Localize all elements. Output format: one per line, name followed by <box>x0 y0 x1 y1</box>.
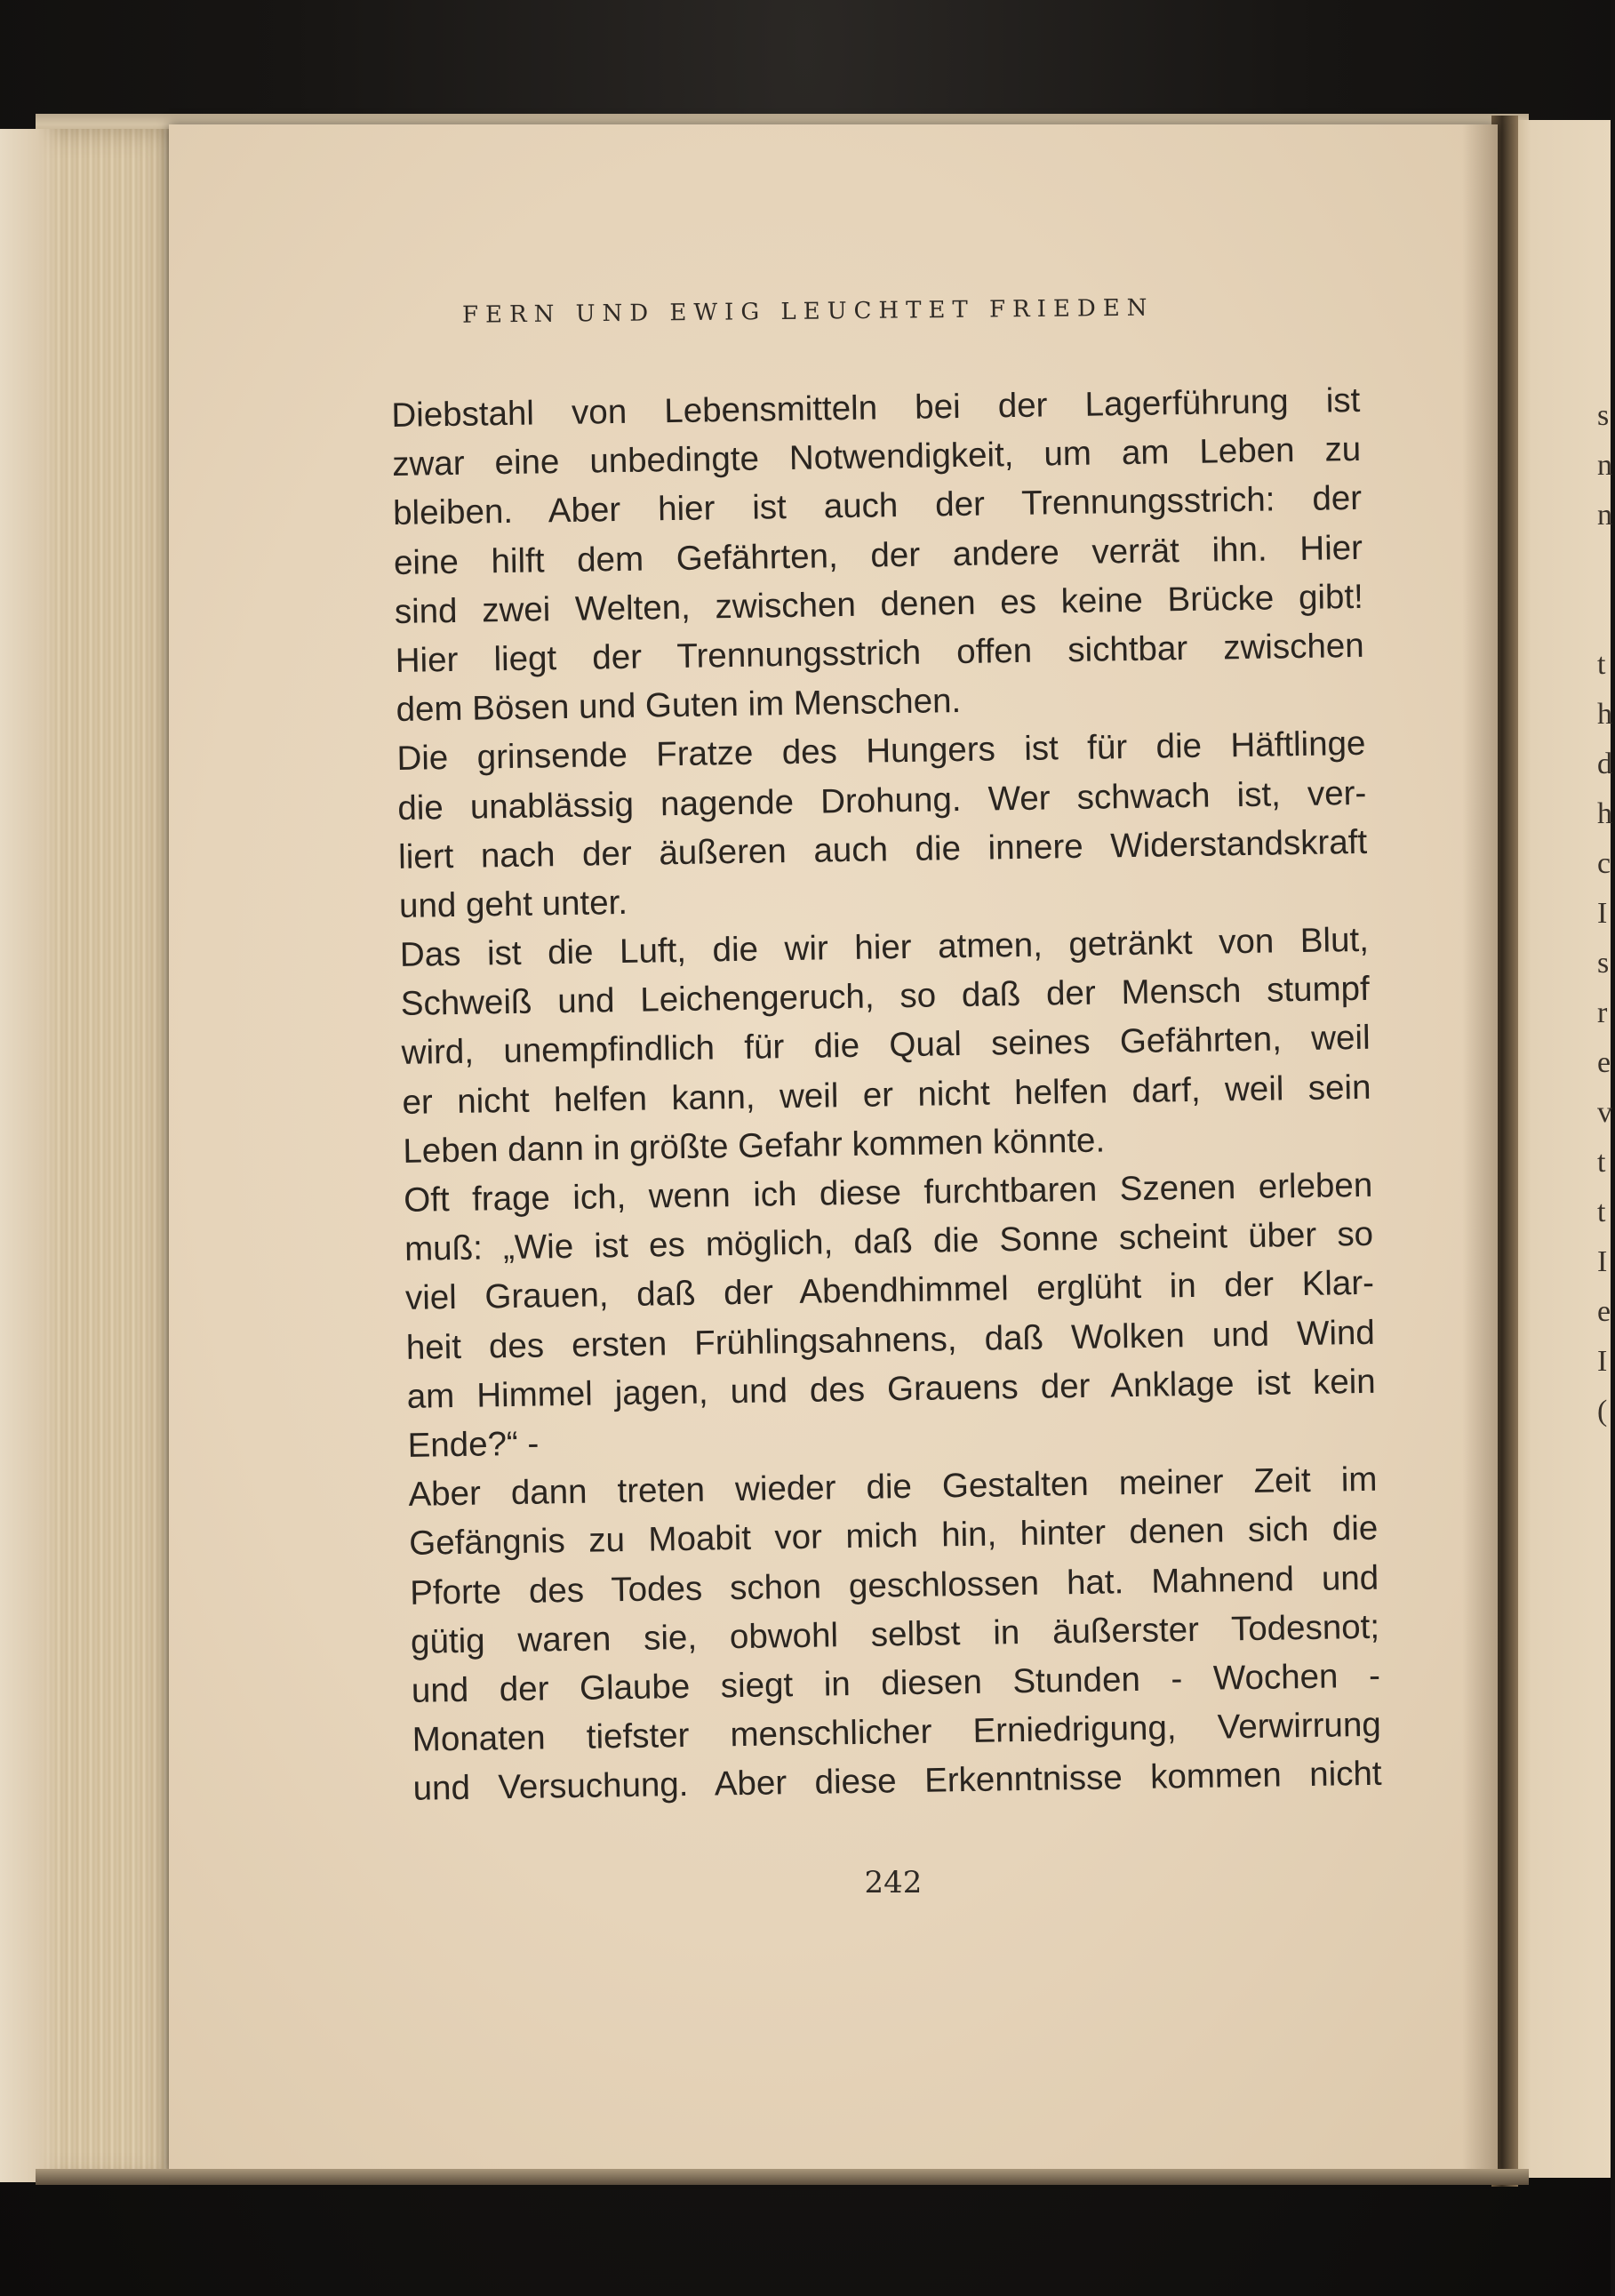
text-line: Oft frage ich, wenn ich diese furchtbaren Szenen erleben <box>403 1165 1373 1220</box>
text-line: und Versuchung. Aber diese Erkenntnisse kommen nicht <box>412 1754 1382 1809</box>
fragment: v <box>1597 1096 1612 1129</box>
page-number: 242 <box>864 1865 923 1900</box>
text-line: und geht unter. <box>398 883 628 925</box>
left-page-stack-edge <box>0 129 187 2182</box>
text-line: und der Glaube siegt in diesen Stunden - Wochen - <box>411 1656 1381 1710</box>
text-line: am Himmel jagen, und des Grauens der Anklage ist kein <box>406 1362 1376 1416</box>
text-line: Die grinsende Fratze des Hungers ist für die Häftlinge <box>396 724 1366 779</box>
running-head: FERN UND EWIG LEUCHTET FRIEDEN <box>461 294 1155 329</box>
text-line: er nicht helfen kann, weil er nicht helfen darf, weil sein <box>402 1068 1371 1122</box>
body-text <box>391 376 1382 1813</box>
next-page-text-fragments <box>1597 391 1615 1436</box>
fragment: s <box>1597 947 1610 980</box>
fragment: I <box>1597 1245 1608 1278</box>
text-line: dem Bösen und Guten im Menschen. <box>396 682 962 730</box>
fragment: c <box>1597 847 1611 880</box>
fragment: d <box>1597 748 1612 780</box>
text-line: heit des ersten Frühlingsahnens, daß Wolken und Wind <box>405 1313 1376 1367</box>
text-line: Monaten tiefster menschlicher Erniedrigung, Verwirrung <box>412 1705 1382 1759</box>
fragment: e <box>1597 1295 1611 1328</box>
fragment: n <box>1597 449 1612 482</box>
text-line: viel Grauen, daß der Abendhimmel erglüht in der Klar- <box>404 1264 1375 1318</box>
text-line: Schweiß und Leichengeruch, so daß der Mensch stumpf <box>400 970 1371 1024</box>
text-line: Pforte des Todes schon geschlossen hat. Mahnend und <box>409 1558 1379 1612</box>
fragment <box>1597 540 1615 590</box>
text-line: Leben dann in größte Gefahr kommen könnte. <box>403 1121 1106 1171</box>
fragment: I <box>1597 897 1608 930</box>
text-line: Gefängnis zu Moabit vor mich hin, hinter denen sich die <box>409 1509 1379 1564</box>
text-line: wird, unempfindlich für die Qual seines Gefährten, weil <box>401 1019 1371 1073</box>
fragment: t <box>1597 1146 1606 1179</box>
text-line: eine hilft dem Gefährten, der andere verrät ihn. Hier <box>393 528 1363 582</box>
page-stack-bottom-edge <box>36 2169 1529 2185</box>
fragment: h <box>1597 698 1612 731</box>
text-line: muß: „Wie ist es möglich, daß die Sonne scheint über so <box>404 1214 1374 1269</box>
text-line: Aber dann treten wieder die Gestalten meiner Zeit im <box>408 1460 1378 1514</box>
text-line: sind zwei Welten, zwischen denen es keine Brücke gibt! <box>394 577 1364 631</box>
text-line: Ende?“ - <box>407 1424 540 1465</box>
fragment: t <box>1597 648 1606 681</box>
text-line: bleiben. Aber hier ist auch der Trennungsstrich: der <box>392 479 1363 533</box>
fragment: s <box>1597 399 1610 432</box>
text-line: zwar eine unbedingte Notwendigkeit, um am Leben zu <box>391 430 1362 484</box>
fragment: t <box>1597 1196 1606 1228</box>
text-line: gütig waren sie, obwohl selbst in äußerster Todesnot; <box>410 1607 1380 1661</box>
next-page <box>1511 120 1611 2178</box>
fragment: e <box>1597 1046 1611 1079</box>
fragment: h <box>1597 797 1612 830</box>
fragment: I <box>1597 1345 1608 1378</box>
fragment: n <box>1597 499 1612 532</box>
text-line: Das ist die Luft, die wir hier atmen, getränkt von Blut, <box>399 920 1370 974</box>
fragment <box>1597 590 1615 640</box>
text-line: die unablässig nagende Drohung. Wer schwach ist, ver- <box>397 773 1367 828</box>
text-line: Hier liegt der Trennungsstrich offen sichtbar zwischen <box>395 626 1364 680</box>
fragment: ( <box>1597 1395 1608 1428</box>
fragment: r <box>1597 996 1608 1029</box>
text-line: Diebstahl von Lebensmitteln bei der Lagerführung ist <box>391 380 1361 435</box>
text-line: liert nach der äußeren auch die innere Widerstandskraft <box>397 822 1368 876</box>
